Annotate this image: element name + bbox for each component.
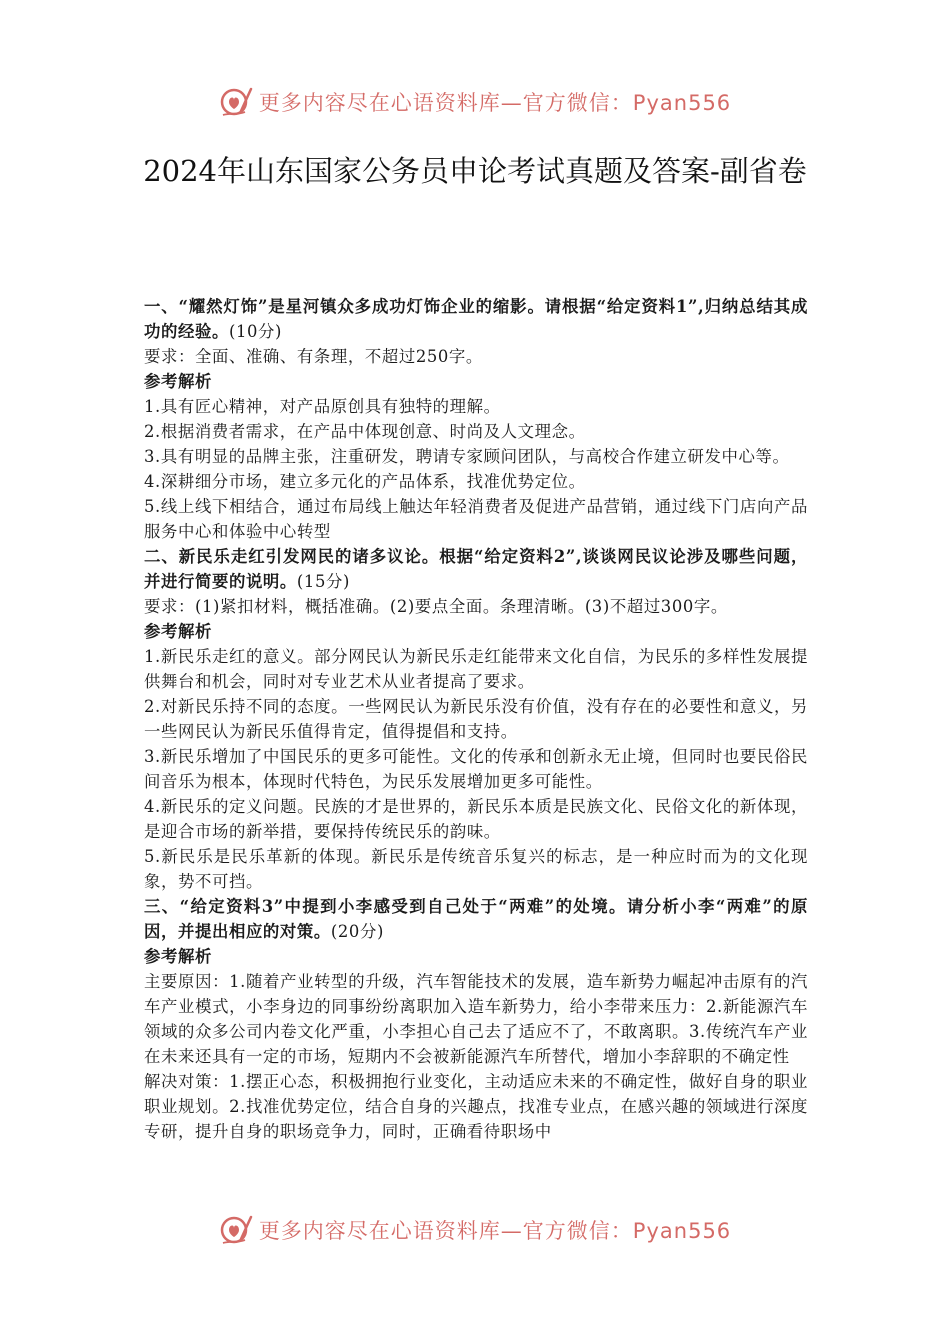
- question-1-score: (10分): [228, 322, 282, 341]
- heart-pen-logo-icon: [219, 85, 253, 119]
- answer-1-4: 4.深耕细分市场，建立多元化的产品体系，找准优势定位。: [144, 472, 586, 491]
- question-1: 一、“耀然灯饰”是星河镇众多成功灯饰企业的缩影。请根据“给定资料1”,归纳总结其成功的经验。(10分): [144, 297, 808, 341]
- answer-3-2: 解决对策：1.摆正心态，积极拥抱行业变化，主动适应未来的不确定性，做好自身的职业职业规划。2.找准优势定位，结合自身的兴趣点，找准专业点，在感兴趣的领域进行深度专研，提升自身的职场竞争力，同时，正确看待职场中: [144, 1072, 808, 1141]
- answer-1-2: 2.根据消费者需求，在产品中体现创意、时尚及人文理念。: [144, 422, 586, 441]
- answer-1-1: 1.具有匠心精神，对产品原创具有独特的理解。: [144, 397, 501, 416]
- watermark-banner-top: [0, 82, 950, 122]
- answer-2-2: 2.对新民乐持不同的态度。一些网民认为新民乐没有价值，没有存在的必要性和意义，另一些网民认为新民乐值得肯定，值得提倡和支持。: [144, 697, 808, 741]
- requirement-1: 要求：全面、准确、有条理，不超过250字。: [144, 347, 483, 366]
- answer-3-1: 主要原因：1.随着产业转型的升级，汽车智能技术的发展，造车新势力崛起冲击原有的汽车产业模式，小李身边的同事纷纷离职加入造车新势力，给小李带来压力：2.新能源汽车领域的众多公司内卷文化严重，小李担心自己去了适应不了，不敢离职。3.传统汽车产业在未来还具有一定的市场，短期内不会被新能源汽车所替代，增加小李辞职的不确定性: [144, 972, 808, 1066]
- answer-heading-3: 参考解析: [144, 947, 212, 966]
- answer-1-3: 3.具有明显的品牌主张，注重研发，聘请专家顾问团队，与高校合作建立研发中心等。: [144, 447, 790, 466]
- answer-heading-2: 参考解析: [144, 622, 212, 641]
- watermark-banner-bottom: [0, 1210, 950, 1250]
- question-2: 二、新民乐走红引发网民的诸多议论。根据“给定资料2”,谈谈网民议论涉及哪些问题，并进行简要的说明。(15分): [144, 547, 808, 591]
- requirement-2: 要求：(1)紧扣材料，概括准确。(2)要点全面。条理清晰。(3)不超过300字。: [144, 597, 728, 616]
- answer-2-1: 1.新民乐走红的意义。部分网民认为新民乐走红能带来文化自信，为民乐的多样性发展提供舞台和机会，同时对专业艺术从业者提高了要求。: [144, 647, 808, 691]
- answer-1-5: 5.线上线下相结合，通过布局线上触达年轻消费者及促进产品营销，通过线下门店向产品服务中心和体验中心转型: [144, 497, 808, 541]
- answer-2-4: 4.新民乐的定义问题。民族的才是世界的，新民乐本质是民族文化、民俗文化的新体现，是迎合市场的新举措，要保持传统民乐的韵味。: [144, 797, 808, 841]
- document-title: 2024年山东国家公务员申论考试真题及答案-副省卷: [143, 154, 807, 188]
- watermark-text: 更多内容尽在心语资料库—官方微信：Pyan556: [258, 91, 732, 115]
- question-3-score: (20分): [330, 922, 384, 941]
- answer-2-3: 3.新民乐增加了中国民乐的更多可能性。文化的传承和创新永无止境，但同时也要民俗民间音乐为根本，体现时代特色，为民乐发展增加更多可能性。: [144, 747, 808, 791]
- question-2-score: (15分): [296, 572, 350, 591]
- answer-heading-1: 参考解析: [144, 372, 212, 391]
- heart-pen-logo-icon: [219, 1213, 253, 1247]
- document-body: [144, 294, 808, 1144]
- question-3: 三、“给定资料3”中提到小李感受到自己处于“两难”的处境。请分析小李“两难”的原因，并提出相应的对策。(20分): [144, 897, 808, 941]
- watermark-text: 更多内容尽在心语资料库—官方微信：Pyan556: [258, 1219, 732, 1243]
- answer-2-5: 5.新民乐是民乐革新的体现。新民乐是传统音乐复兴的标志，是一种应时而为的文化现象，势不可挡。: [144, 847, 808, 891]
